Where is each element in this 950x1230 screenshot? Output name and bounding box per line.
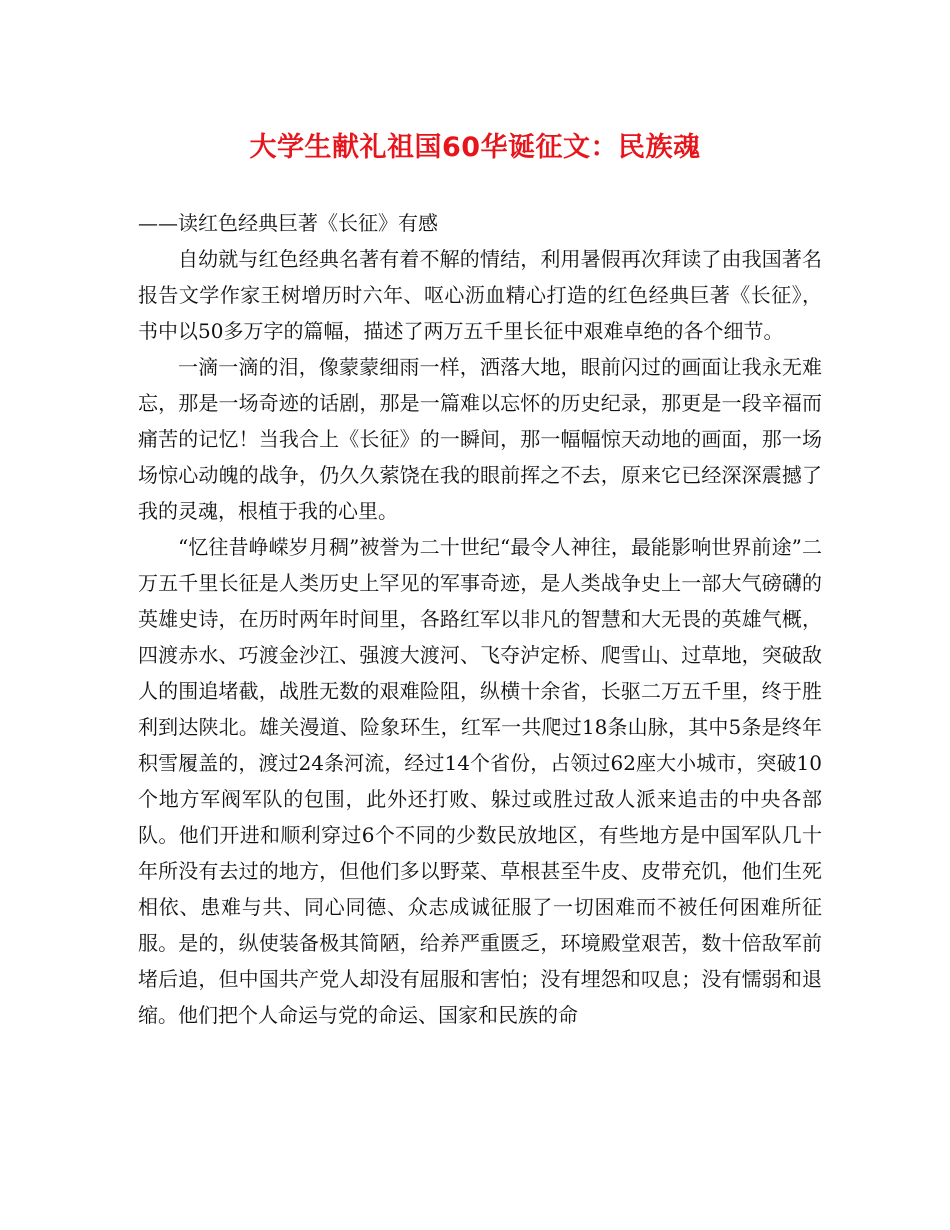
paragraph: 自幼就与红色经典名著有着不解的情结，利用暑假再次拜读了由我国著名报告文学作家王树增历时六年、呕心沥血精心打造的红色经典巨著《长征》，书中以50多万字的篇幅，描述了两万五千里长征中艰难卓绝的各个细节。	[138, 247, 822, 343]
paragraph: 一滴一滴的泪，像蒙蒙细雨一样，洒落大地，眼前闪过的画面让我永无难忘，那是一场奇迹的话剧，那是一篇难以忘怀的历史纪录，那更是一段辛福而痛苦的记忆！当我合上《长征》的一瞬间，那一幅幅惊天动地的画面，那一场场惊心动魄的战争，仍久久萦饶在我的眼前挥之不去，原来它已经深深震撼了我的灵魂，根植于我的心里。	[138, 355, 822, 523]
paragraph: “忆往昔峥嵘岁月稠”被誉为二十世纪“最令人神往，最能影响世界前途”二万五千里长征是人类历史上罕见的军事奇迹，是人类战争史上一部大气磅礴的英雄史诗，在历时两年时间里，各路红军以非凡的智慧和大无畏的英雄气概，四渡赤水、巧渡金沙江、强渡大渡河、飞夺泸定桥、爬雪山、过草地，突破敌人的围追堵截，战胜无数的艰难险阻，纵横十余省，长驱二万五千里，终于胜利到达陕北。雄关漫道、险象环生，红军一共爬过18条山脉，其中5条是终年积雪履盖的，渡过24条河流，经过14个省份，占领过62座大小城市，突破10个地方军阀军队的包围，此外还打败、躲过或胜过敌人派来追击的中央各部队。他们开进和顺利穿过6个不同的少数民放地区，有些地方是中国军队几十年所没有去过的地方，但他们多以野菜、草根甚至牛皮、皮带充饥，他们生死相依、患难与共、同心同德、众志成诚征服了一切困难而不被任何困难所征服。是的，纵使装备极其简陋，给养严重匮乏，环境殿堂艰苦，数十倍敌军前堵后追，但中国共产党人却没有屈服和害怕；没有埋怨和叹息；没有懦弱和退缩。他们把个人命运与党的命运、国家和民族的命	[138, 535, 822, 1027]
document-body	[138, 205, 822, 1033]
document-title: 大学生献礼祖国60华诞征文：民族魂	[249, 132, 701, 163]
document-subtitle: ——读红色经典巨著《长征》有感	[138, 211, 438, 235]
